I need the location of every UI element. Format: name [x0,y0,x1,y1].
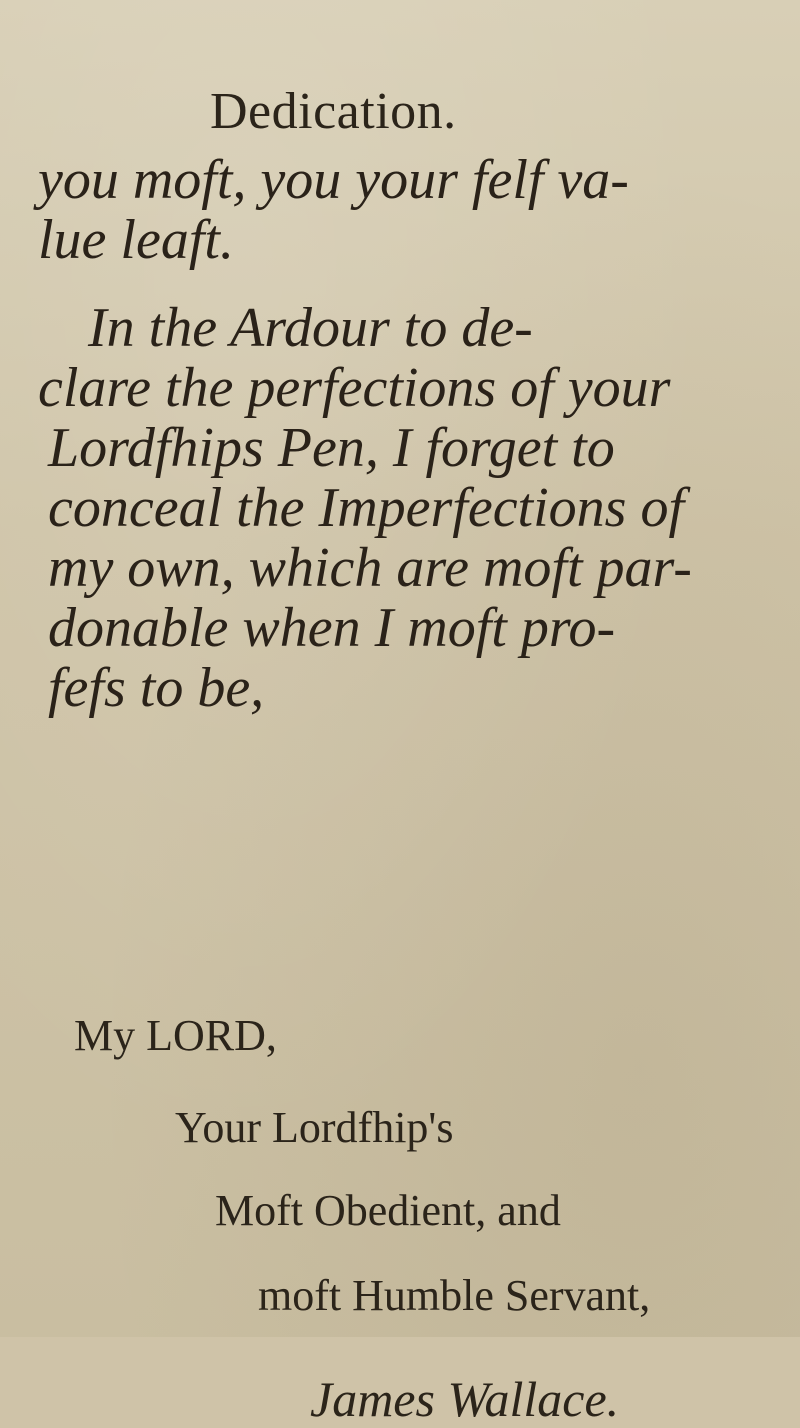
body-line: clare the perfections of your [38,357,671,419]
dedication-body [28,150,788,718]
body-line: lue leaft. [38,209,234,271]
body-line: conceal the Imperfections of [48,477,685,539]
closing-line: moft Humble Servant, [258,1271,651,1320]
closing-line: Your Lordfhip's [175,1103,454,1152]
body-line: my own, which are moft par- [48,537,692,599]
signature: James Wallace. [310,1371,620,1427]
body-line: In the Ardour to de- [88,297,533,359]
salutation: My LORD, [74,1011,277,1060]
closing-line: Moft Obedient, and [215,1186,561,1235]
body-line: fefs to be, [48,657,265,719]
body-line: you moft, you your felf va- [38,149,629,211]
body-line: donable when I moft pro- [48,597,616,659]
body-line: Lordfhips Pen, I forget to [48,417,615,479]
page-header: Dedication. [210,83,457,140]
